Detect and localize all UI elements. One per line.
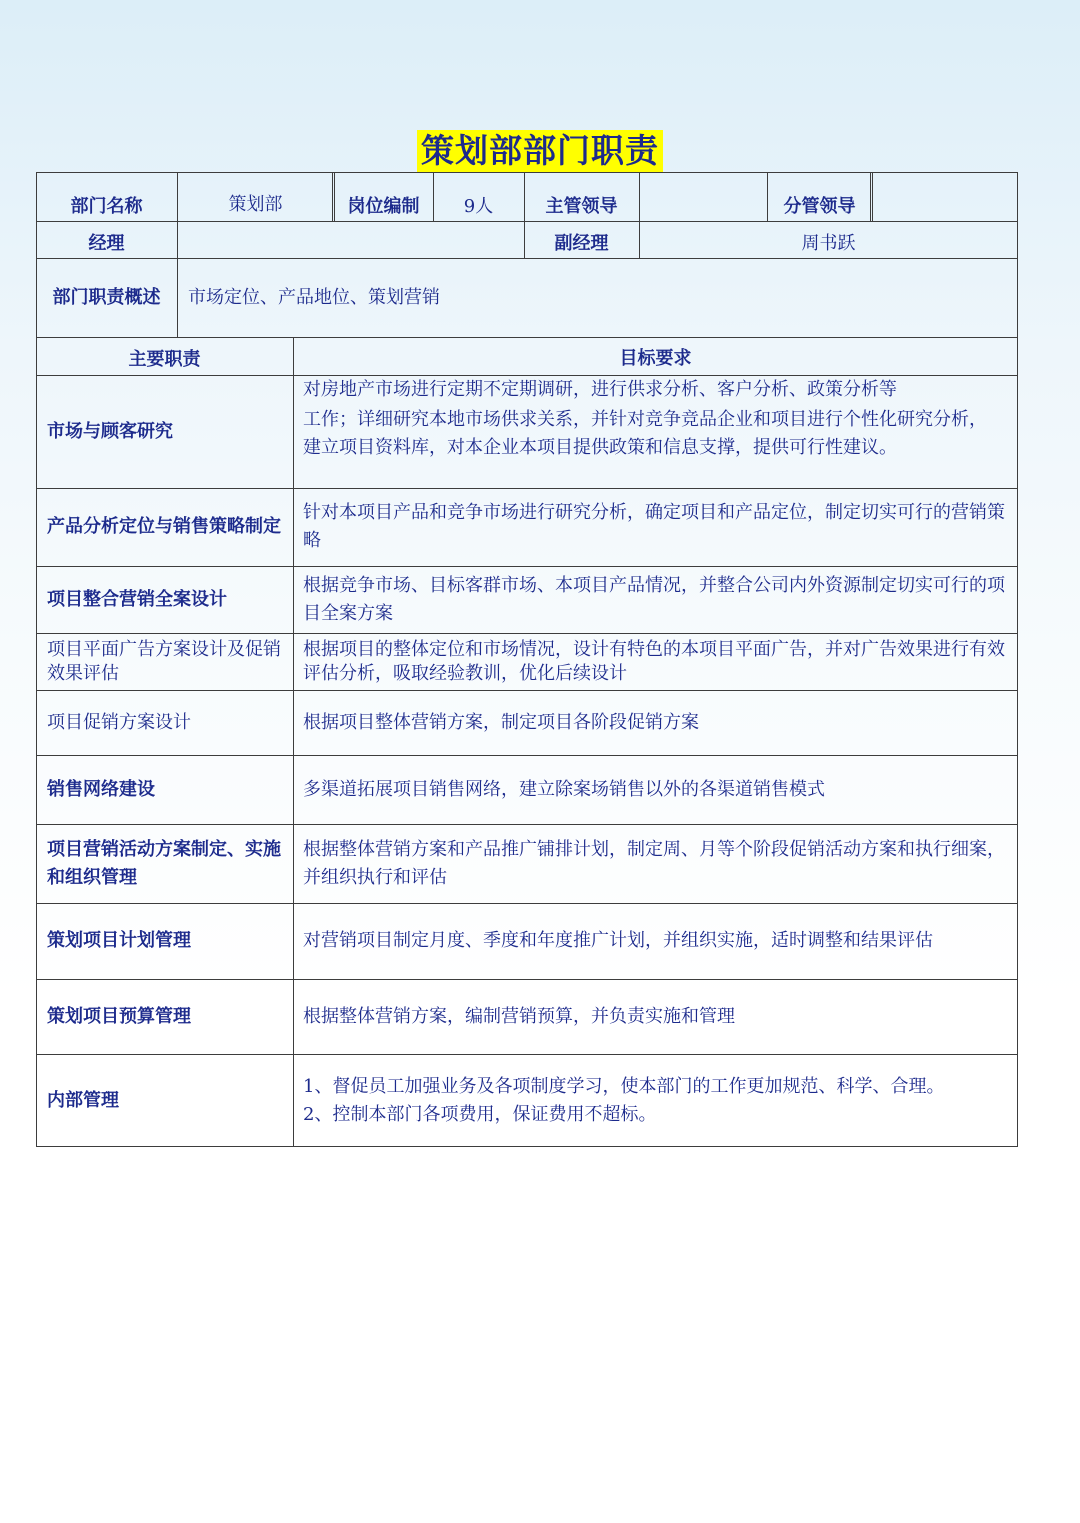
duty-cell: 项目营销活动方案制定、实施和组织管理: [47, 838, 281, 888]
target-line: 2、控制本部门各项费用，保证费用不超标。: [303, 1103, 657, 1125]
duty-cell: 项目平面广告方案设计及促销效果评估: [47, 638, 281, 684]
division-leader-label: 分管领导: [783, 195, 856, 217]
staffing-value: 9人: [463, 195, 494, 217]
overview-label: 部门职责概述: [52, 286, 161, 308]
dept-name-value: 策划部: [228, 193, 283, 215]
row-divider: [36, 221, 1018, 222]
target-cell: 对营销项目制定月度、季度和年度推广计划，并组织实施，适时调整和结果评估: [303, 930, 933, 951]
supervisor-value: [639, 192, 767, 221]
target-cell: [293, 1054, 1018, 1147]
target-cell: 根据整体营销方案和产品推广铺排计划，制定周、月等个阶段促销活动方案和执行细案，并组织执行和评估: [303, 838, 1005, 888]
deputy-manager-value: 周书跃: [801, 233, 856, 254]
duty-column-header: 主要职责: [128, 349, 201, 370]
division-leader-value: [872, 192, 1018, 221]
target-line: 1、督促员工加强业务及各项制度学习，使本部门的工作更加规范、科学、合理。: [303, 1075, 945, 1097]
duty-cell: 项目促销方案设计: [47, 711, 191, 733]
target-line: 建立项目资料库，对本企业本项目提供政策和信息支撑，提供可行性建议。: [303, 437, 897, 458]
target-cell: 针对本项目产品和竞争市场进行研究分析，确定项目和产品定位，制定切实可行的营销策略: [303, 502, 1005, 551]
duty-cell: 内部管理: [47, 1089, 119, 1111]
target-cell: 根据项目整体营销方案，制定项目各阶段促销方案: [303, 711, 699, 733]
manager-value: [177, 230, 524, 258]
target-cell: 多渠道拓展项目销售网络，建立除案场销售以外的各渠道销售模式: [303, 778, 825, 800]
duty-cell: 策划项目计划管理: [47, 930, 191, 951]
staffing-label: 岗位编制: [347, 195, 420, 217]
duty-cell: 策划项目预算管理: [47, 1005, 191, 1027]
duty-cell: 销售网络建设: [47, 778, 155, 800]
target-line: 工作；详细研究本地市场供求关系，并针对竞争竞品企业和项目进行个性化研究分析，: [303, 409, 987, 430]
target-cell: 根据项目的整体定位和市场情况，设计有特色的本项目平面广告，并对广告效果进行有效评估分析，吸取经验教训，优化后续设计: [303, 638, 1005, 684]
page-title: 策划部部门职责: [417, 130, 663, 172]
target-column-header: 目标要求: [619, 348, 692, 369]
target-line: 对房地产市场进行定期不定期调研，进行供求分析、客户分析、政策分析等: [303, 379, 897, 400]
supervisor-label: 主管领导: [545, 195, 618, 217]
target-cell: 根据竞争市场、目标客群市场、本项目产品情况，并整合公司内外资源制定切实可行的项目全案方案: [303, 574, 1005, 624]
row-divider: [36, 337, 1018, 338]
duty-table: [36, 172, 1018, 1147]
title-wrapper: [0, 130, 1080, 172]
target-cell: 根据整体营销方案，编制营销预算，并负责实施和管理: [303, 1005, 735, 1027]
dept-name-label: 部门名称: [70, 195, 143, 217]
overview-value: 市场定位、产品地位、策划营销: [188, 286, 440, 308]
duty-cell: 市场与顾客研究: [47, 420, 173, 442]
manager-label: 经理: [88, 233, 125, 254]
duty-cell: 产品分析定位与销售策略制定: [47, 516, 281, 537]
target-cell: [293, 375, 1018, 488]
duty-cell: 项目整合营销全案设计: [47, 588, 227, 610]
deputy-manager-label: 副经理: [554, 233, 609, 254]
